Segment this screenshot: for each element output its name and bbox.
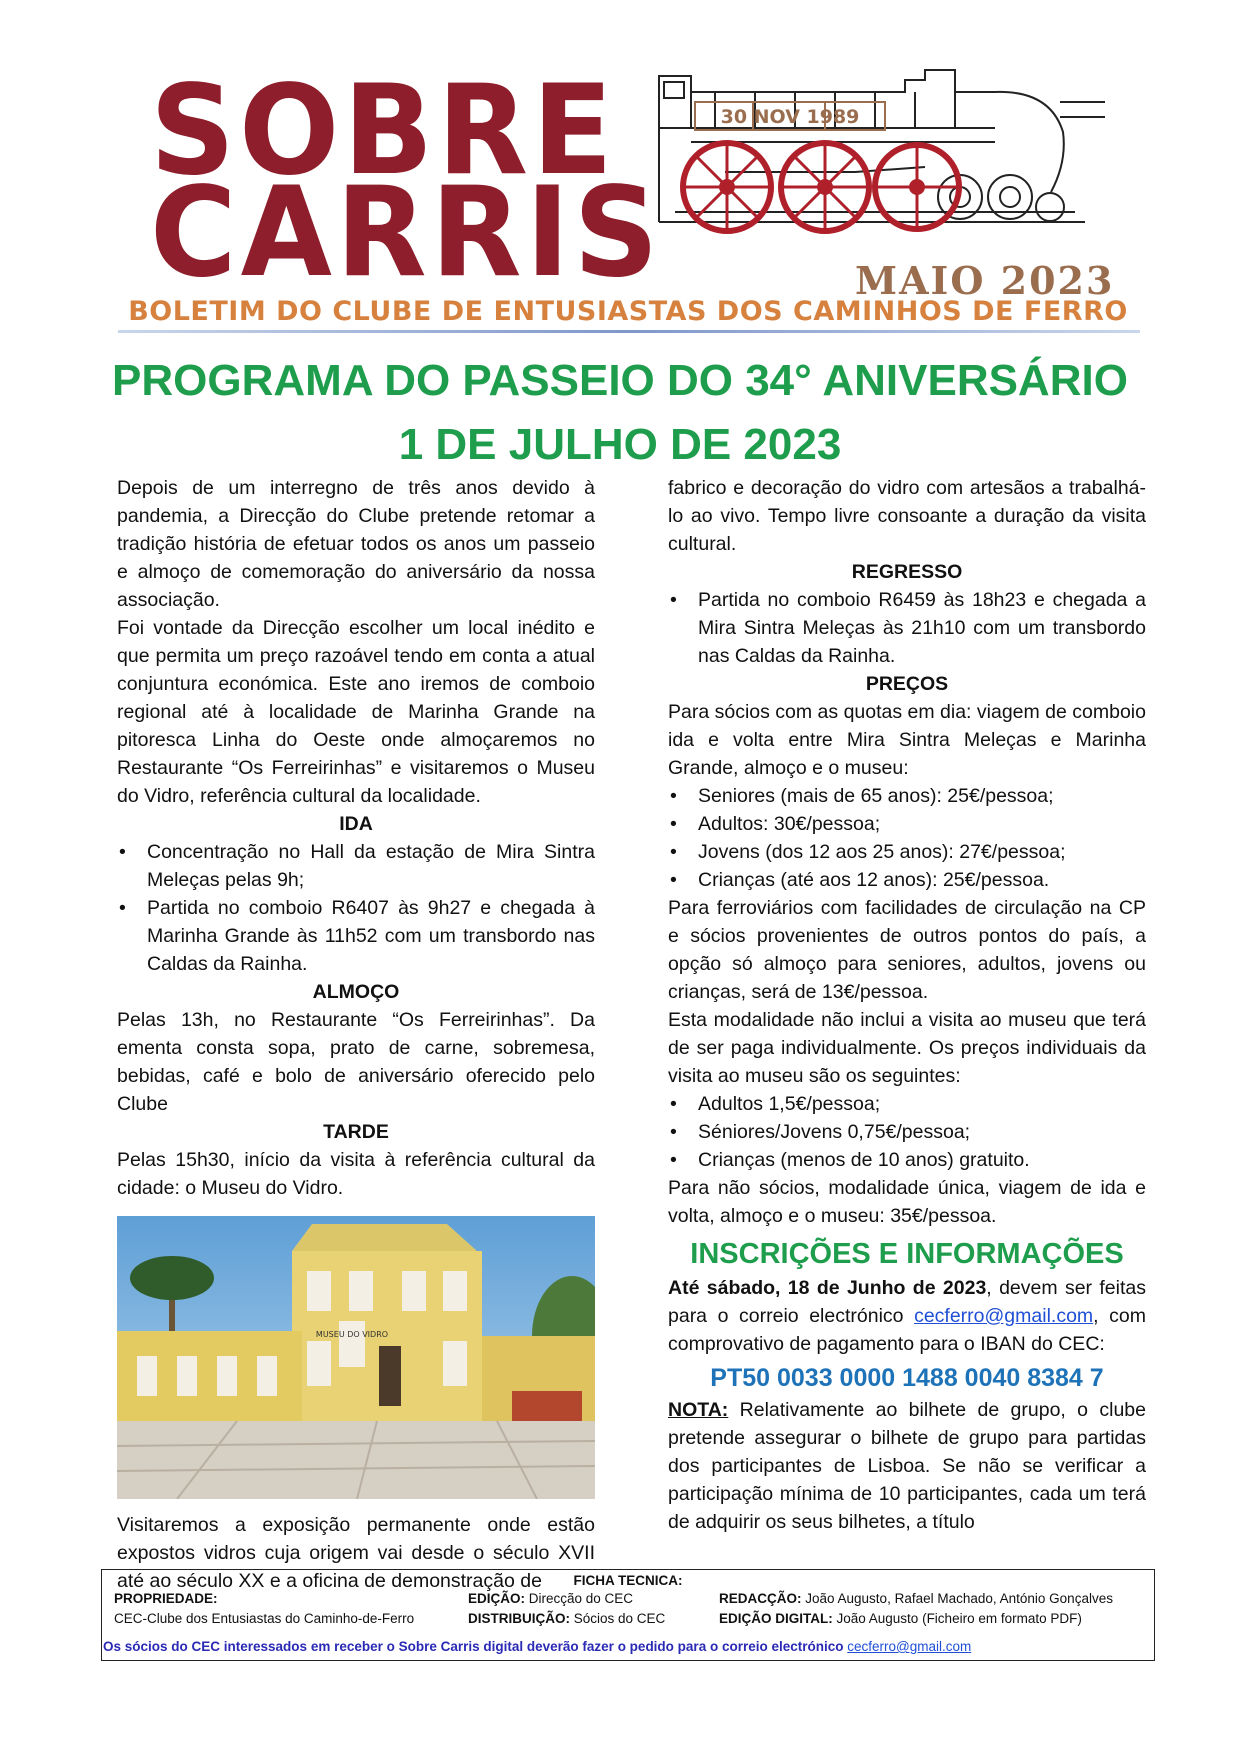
logo-date: 30 NOV 1989 [720, 106, 860, 128]
museu-price-item: • Crianças (menos de 10 anos) gratuito. [668, 1146, 1146, 1174]
inscricoes-text-b: , com comprovativo de pagamento para o IBAN do CEC: [668, 1305, 1146, 1355]
bulletin-name: BOLETIM DO CLUBE DE ENTUSIASTAS DOS CAMINHOS DE FERRO [128, 296, 1128, 327]
museu-prices-text: Esta modalidade não inclui a visita ao museu que terá de ser paga individualmente. Os preços individuais da visita ao museu são os seguintes: [668, 1009, 1146, 1087]
almoco-heading: ALMOÇO [312, 981, 400, 1003]
regresso-list [668, 586, 1146, 670]
museu-price-item: • Adultos 1,5€/pessoa; [668, 1090, 1146, 1118]
email-link[interactable]: cecferro@gmail.com [914, 1305, 1094, 1327]
digital-note [103, 1637, 971, 1656]
inscricoes-text-a: , devem ser feitas para o correio electrónico [668, 1277, 1146, 1327]
redaccao-value: João Augusto, Rafael Machado, António Gonçalves [801, 1591, 1113, 1606]
precos-item: • Seniores (mais de 65 anos): 25€/pessoa; [668, 782, 1146, 810]
masthead-divider [118, 330, 1140, 333]
distribuicao-label: DISTRIBUIÇÃO: [468, 1611, 570, 1626]
headline-date: 1 DE JULHO DE 2023 [398, 420, 842, 469]
issue-date: MAIO 2023 [855, 258, 1115, 303]
ficha-tecnica-box [101, 1569, 1155, 1661]
edicao-digital-value: João Augusto (Ficheiro em formato PDF) [832, 1611, 1082, 1626]
footer-email-link[interactable]: cecferro@gmail.com [847, 1639, 972, 1654]
iban-number: PT50 0033 0000 1488 0040 8384 7 [710, 1364, 1104, 1392]
precos-heading: PREÇOS [865, 673, 949, 695]
ida-item: • Partida no comboio R6407 às 9h27 e chegada à Marinha Grande às 11h52 com um transbordo nas Caldas da Rainha. [117, 894, 595, 978]
headline-title: PROGRAMA DO PASSEIO DO 34° ANIVERSÁRIO [112, 356, 1128, 405]
intro-paragraph-2: Foi vontade da Direcção escolher um local inédito e que permita um preço razoável tendo em conta a atual conjuntura económica. Este ano iremos de comboio regional até à localidade de Marinha Grande na pitoresca Linha do Oeste onde almoçaremos no Restaurante “Os Ferreirinhas” e visitaremos o Museu do Vidro, referência cultural da localidade. [117, 617, 595, 807]
tarde-heading: TARDE [323, 1121, 389, 1143]
ida-heading: IDA [339, 813, 373, 835]
edicao-value: Direcção do CEC [525, 1591, 634, 1606]
almoco-text: Pelas 13h, no Restaurante “Os Ferreirinhas”. Da ementa consta sopa, prato de carne, sobremesa, bebidas, café e bolo de aniversário oferecido pelo Clube [117, 1009, 595, 1115]
continuation-text: fabrico e decoração do vidro com artesãos a trabalhá-lo ao vivo. Tempo livre consoante a duração da visita cultural. [668, 477, 1146, 555]
ferroviarios-text: Para ferroviários com facilidades de circulação na CP e sócios provenientes de outros pontos do país, a opção só almoço para seniores, adultos, jovens ou crianças, será de 13€/pessoa. [668, 897, 1146, 1003]
nota-label: NOTA: [668, 1399, 729, 1421]
inscricoes-deadline: Até sábado, 18 de Junho de 2023 [668, 1277, 987, 1299]
propriedade-label: PROPRIEDADE: [114, 1591, 218, 1606]
precos-item: • Jovens (dos 12 aos 25 anos): 27€/pessoa; [668, 838, 1146, 866]
precos-list [668, 782, 1146, 894]
nao-socios-text: Para não sócios, modalidade única, viagem de ida e volta, almoço e o museu: 35€/pessoa. [668, 1177, 1146, 1227]
ida-item: • Concentração no Hall da estação de Mira Sintra Meleças pelas 9h; [117, 838, 595, 894]
propriedade-value: CEC-Clube dos Entusiastas do Caminho-de-Ferro [114, 1611, 415, 1626]
digital-note-text: Os sócios do CEC interessados em receber o Sobre Carris digital deverão fazer o pedido para o correio electrónico [103, 1639, 848, 1654]
left-column [117, 474, 595, 1595]
right-column [668, 474, 1146, 1536]
precos-intro: Para sócios com as quotas em dia: viagem de comboio ida e volta entre Mira Sintra Meleças e Marinha Grande, almoço e o museu: [668, 701, 1146, 779]
after-photo-text: Visitaremos a exposição permanente onde estão expostos vidros cuja origem vai desde o século XVII até ao século XX e a oficina de demonstração de [117, 1514, 595, 1592]
nota-paragraph [668, 1396, 1146, 1536]
photo-sign: MUSEU DO VIDRO [315, 1330, 389, 1339]
locomotive-logo [655, 62, 1110, 254]
redaccao-label: REDACÇÃO: [719, 1591, 802, 1606]
regresso-heading: REGRESSO [851, 561, 963, 583]
inscricoes-heading: INSCRIÇÕES E INFORMAÇÕES [690, 1238, 1124, 1270]
precos-item: • Crianças (até aos 12 anos): 25€/pessoa. [668, 866, 1146, 894]
nota-text: Relativamente ao bilhete de grupo, o clube pretende assegurar o bilhete de grupo para partidas dos participantes de Lisboa. Se não se verificar a participação mínima de 10 participantes, cada um terá de adquirir os seus bilhetes, a título [668, 1399, 1146, 1533]
inscricoes-text [668, 1274, 1146, 1358]
regresso-item: • Partida no comboio R6459 às 18h23 e chegada a Mira Sintra Meleças às 21h10 com um transbordo nas Caldas da Rainha. [668, 586, 1146, 670]
distribuicao-value: Sócios do CEC [570, 1611, 666, 1626]
edicao-digital-label: EDIÇÃO DIGITAL: [719, 1611, 833, 1626]
ficha-title: FICHA TECNICA: [573, 1573, 683, 1588]
tarde-text: Pelas 15h30, início da visita à referência cultural da cidade: o Museu do Vidro. [117, 1149, 595, 1199]
museu-prices-list [668, 1090, 1146, 1174]
precos-item: • Adultos: 30€/pessoa; [668, 810, 1146, 838]
museum-photo [117, 1216, 595, 1499]
masthead-title-line2: CARRIS [150, 159, 663, 305]
ida-list [117, 838, 595, 978]
masthead-title-line1: SOBRE [150, 57, 617, 203]
edicao-label: EDIÇÃO: [468, 1591, 525, 1606]
intro-paragraph-1: Depois de um interregno de três anos devido à pandemia, a Direcção do Clube pretende retomar a tradição história de efetuar todos os anos um passeio e almoço de comemoração do aniversário da nossa associação. [117, 477, 595, 611]
museu-price-item: • Séniores/Jovens 0,75€/pessoa; [668, 1118, 1146, 1146]
